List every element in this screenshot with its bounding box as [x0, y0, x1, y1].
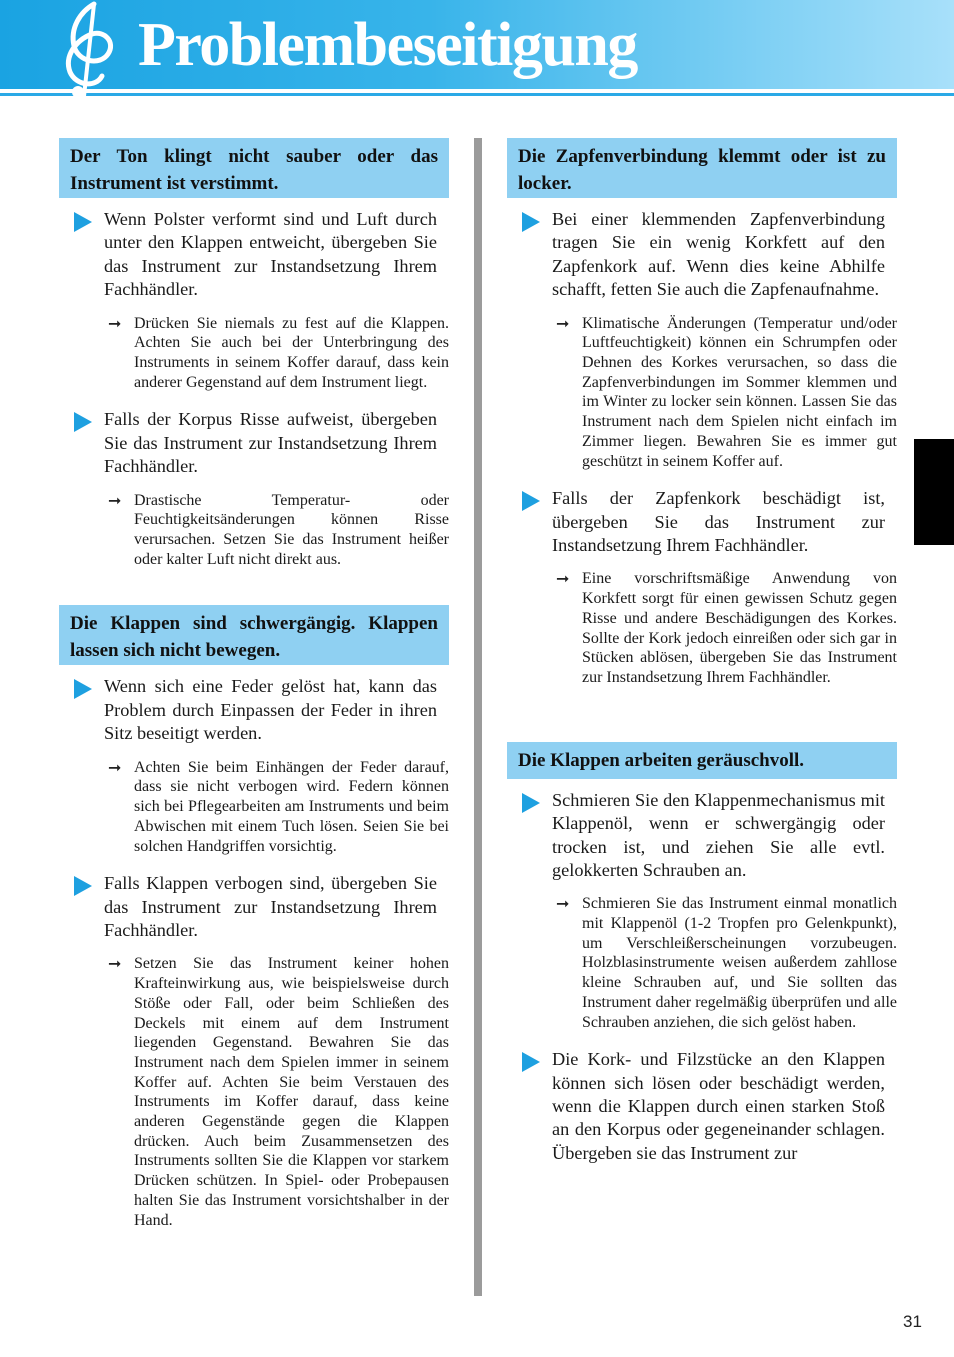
right-column — [507, 138, 897, 1165]
note-text: Setzen Sie das Instrument keiner hohen Krafteinwirkung aus, wie beispielsweise durch Stöße oder Fall, oder beim Schließen des Deckels mit einem auf dem Instrument liegenden Gegenstand. Bewahren Sie das Instrument nach dem Spielen immer in seinem Koffer auf. Achten Sie beim Verstauen des Instruments im Koffer darauf, dass keine anderen Gegenstände gegen die Klappen drücken. Auch beim Zusammensetzen des Instruments sollten Sie die Klappen vor starkem Drücken schützen. In Spiel- oder Probepausen halten Sie das Instrument vorsichtshalber in der Hand. — [134, 955, 449, 1229]
note-text: Achten Sie beim Einhängen der Feder darauf, dass sie nicht verbogen wird. Federn können sich bei Pflegearbeiten am Instruments und beim Abwischen mit einem Tuch lösen. Seien Sie bei solchen Handgriffen vorsichtig. — [134, 758, 449, 855]
bullet-item — [507, 789, 897, 883]
bullet-text: Die Kork- und Filzstücke an den Klappen können sich lösen oder beschädigt werden, wenn die Klappen durch einen starken Stoß an den Korpus oder gegeneinander schlagen. Übergeben sie das Instrument zur — [552, 1049, 885, 1163]
bullet-text: Falls der Zapfenkork beschädigt ist, übergeben Sie das Instrument zur Instandsetzung Ihrem Fachhändler. — [552, 488, 885, 556]
arrow-right-icon: ➞ — [108, 757, 122, 777]
section-heading: Die Klappen sind schwergängig. Klappen lassen sich nicht bewegen. — [59, 605, 449, 665]
note-item — [59, 314, 449, 393]
note-text: Eine vorschriftsmäßige Anwendung von Korkfett sorgt für einen gewissen Schutz gegen Risse und andere Beschädigungen des Korkes. Sollte der Kork jedoch einreißen oder sich gar in Stücken ablösen, übergeben Sie das Instrument zur Instandsetzung Ihrem Fachhändler. — [582, 570, 897, 686]
bullet-text: Wenn Polster verformt sind und Luft durch unter den Klappen entweicht, übergeben Sie das Instrument zur Instandsetzung Ihrem Fachhändler. — [104, 209, 437, 300]
bullet-triangle-icon — [74, 679, 92, 699]
page-number: 31 — [903, 1312, 922, 1331]
note-text: Drücken Sie niemals zu fest auf die Klappen. Achten Sie auch bei der Unterbringung des Instruments in seinem Koffer darauf, dass kein anderer Gegenstand auf dem Instrument liegt. — [134, 314, 449, 391]
bullet-triangle-icon — [522, 491, 540, 511]
bullet-triangle-icon — [522, 1052, 540, 1072]
page-title: Problembeseitigung — [138, 11, 637, 79]
arrow-right-icon: ➞ — [556, 313, 570, 333]
note-item — [507, 894, 897, 1032]
note-text: Klimatische Änderungen (Temperatur und/oder Luftfeuchtigkeit) können ein Schrumpfen oder Dehnen des Korkes verursachen, so dass die Zapfenverbindungen im Sommer klemmen und im Winter zu locker sein können. Lassen Sie das Instrument nach dem Spielen nicht einfach im Zimmer liegen. Bewahren Sie es immer gut geschützt in seinem Koffer auf. — [582, 314, 897, 470]
arrow-right-icon: ➞ — [108, 313, 122, 333]
section-heading: Die Klappen arbeiten geräuschvoll. — [507, 742, 897, 779]
bullet-item — [507, 208, 897, 302]
bullet-text: Schmieren Sie den Klappenmechanismus mit Klappenöl, wenn er schwergängig oder trocken ist, und ziehen Sie alle evtl. gelokkerten Schrauben an. — [552, 789, 885, 880]
left-column — [59, 138, 449, 1230]
note-item — [507, 314, 897, 472]
bullet-triangle-icon — [74, 412, 92, 432]
arrow-right-icon: ➞ — [556, 569, 570, 589]
arrow-right-icon: ➞ — [556, 894, 570, 914]
bullet-text: Falls der Korpus Risse aufweist, übergeben Sie das Instrument zur Instandsetzung Ihrem Fachhändler. — [104, 409, 437, 477]
chapter-tab-marker — [914, 439, 954, 545]
section-heading: Der Ton klingt nicht sauber oder das Instrument ist verstimmt. — [59, 138, 449, 198]
note-item — [59, 491, 449, 570]
bullet-item — [59, 408, 449, 478]
bullet-text: Bei einer klemmenden Zapfenverbindung tragen Sie ein wenig Korkfett auf den Zapfenkork auf. Wenn dies keine Abhilfe schafft, fetten Sie auch die Zapfenaufnahme. — [552, 209, 885, 300]
note-text: Schmieren Sie das Instrument einmal monatlich mit Klappenöl (1-2 Tropfen pro Gelenkpunkt), um Verschleißerscheinungen vorzubeugen. Holzblasinstrumente weisen außerdem zahllose kleine Schrauben auf, und Sie sollten das Instrument daher regelmäßig überprüfen und alle Schrauben anziehen, die sich gelöst haben. — [582, 895, 897, 1031]
note-item — [59, 758, 449, 857]
arrow-right-icon: ➞ — [108, 490, 122, 510]
section-heading: Die Zapfenverbindung klemmt oder ist zu locker. — [507, 138, 897, 198]
column-divider — [474, 138, 482, 1296]
header-rule — [0, 93, 954, 96]
note-item — [507, 569, 897, 687]
bullet-item — [59, 872, 449, 942]
bullet-triangle-icon — [74, 212, 92, 232]
bullet-triangle-icon — [74, 876, 92, 896]
arrow-right-icon: ➞ — [108, 954, 122, 974]
bullet-triangle-icon — [522, 793, 540, 813]
bullet-item — [59, 675, 449, 745]
bullet-text: Falls Klappen verbogen sind, übergeben Sie das Instrument zur Instandsetzung Ihrem Fachhändler. — [104, 873, 437, 941]
treble-clef-icon — [30, 0, 140, 100]
bullet-item — [507, 487, 897, 557]
note-text: Drastische Temperatur- oder Feuchtigkeitsänderungen können Risse verursachen. Setzen Sie das Instrument heißer oder kalter Luft nicht direkt aus. — [134, 491, 449, 568]
note-item — [59, 954, 449, 1230]
bullet-item — [59, 208, 449, 302]
bullet-item — [507, 1048, 897, 1165]
bullet-triangle-icon — [522, 212, 540, 232]
bullet-text: Wenn sich eine Feder gelöst hat, kann das Problem durch Einpassen der Feder in ihren Sitz beseitigt werden. — [104, 676, 437, 744]
